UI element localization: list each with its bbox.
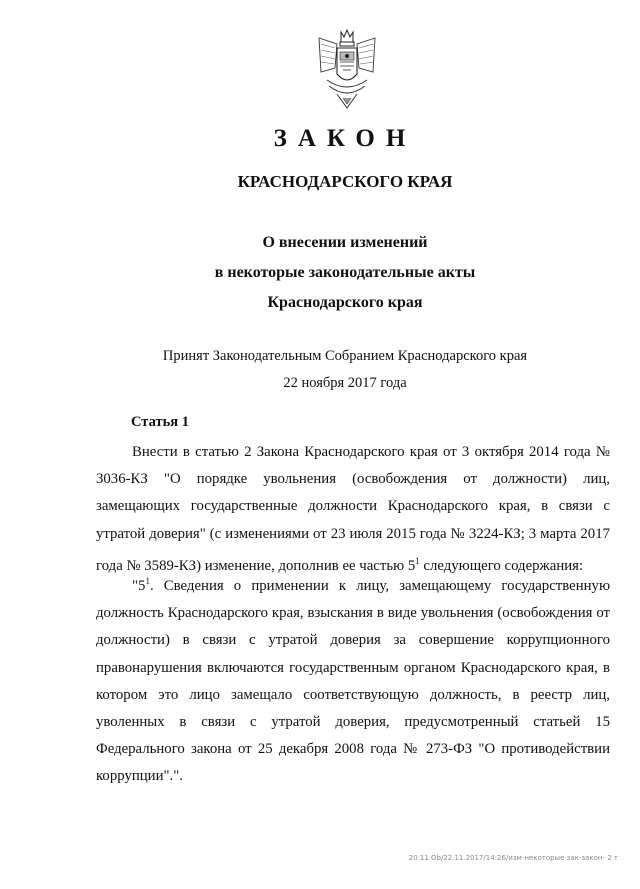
paragraph-2-text: . Сведения о применении к лицу, замещающему государственную должность Краснодарского края, взыскания в виде увольнения (освобождения от должности) в связи с утратой доверия за совершение коррупционного правонарушения включаются государственным органом Краснодарского края, в котором это лицо замещало соответствующую должность, в реестр лиц, уволенных в связи с утратой доверия, предусмотренный статьей 15 Федерального закона от 25 декабря 2008 года № 273-ФЗ "О противодействии коррупции".".: [96, 577, 610, 785]
article-title: Статья 1: [131, 414, 189, 430]
paragraph-2-superscript: 1: [145, 576, 150, 586]
coat-of-arms-emblem: [313, 28, 381, 112]
article-paragraph-1: [96, 439, 610, 580]
subject-line-2: в некоторые законодательные акты: [214, 264, 476, 281]
paragraph-1-superscript: 1: [415, 555, 420, 566]
adoption-info: [0, 343, 640, 397]
paragraph-2-start: "5: [132, 577, 146, 594]
footer-stamp: 20.11.Ob/22.11.2017/14:26/изм-некоторые зак-закон- 2 т: [408, 854, 618, 862]
law-subject: [0, 228, 640, 318]
article-paragraph-2: [96, 568, 610, 791]
subject-line-3: Краснодарского края: [267, 294, 423, 311]
adoption-date: 22 ноября 2017 года: [283, 375, 407, 391]
adoption-line: Принят Законодательным Собранием Краснодарского края: [162, 348, 528, 364]
paragraph-1-text: Внести в статью 2 Закона Краснодарского края от 3 октября 2014 года № 3036-КЗ "О порядке увольнения (освобождения от должности) лиц, замещающих государственные должности Краснодарского края, в связи с утратой доверия" (с изменениями от 23 июля 2015 года № 3224-КЗ; 3 марта 2017 года № 3589-КЗ) изменение, дополнив ее частью 5: [96, 444, 610, 574]
paragraph-1-end: следующего содержания:: [419, 557, 584, 574]
subject-line-1: О внесении изменений: [262, 234, 428, 251]
law-region: КРАСНОДАРСКОГО КРАЯ: [237, 172, 453, 191]
law-title: ЗАКОН: [273, 125, 417, 152]
